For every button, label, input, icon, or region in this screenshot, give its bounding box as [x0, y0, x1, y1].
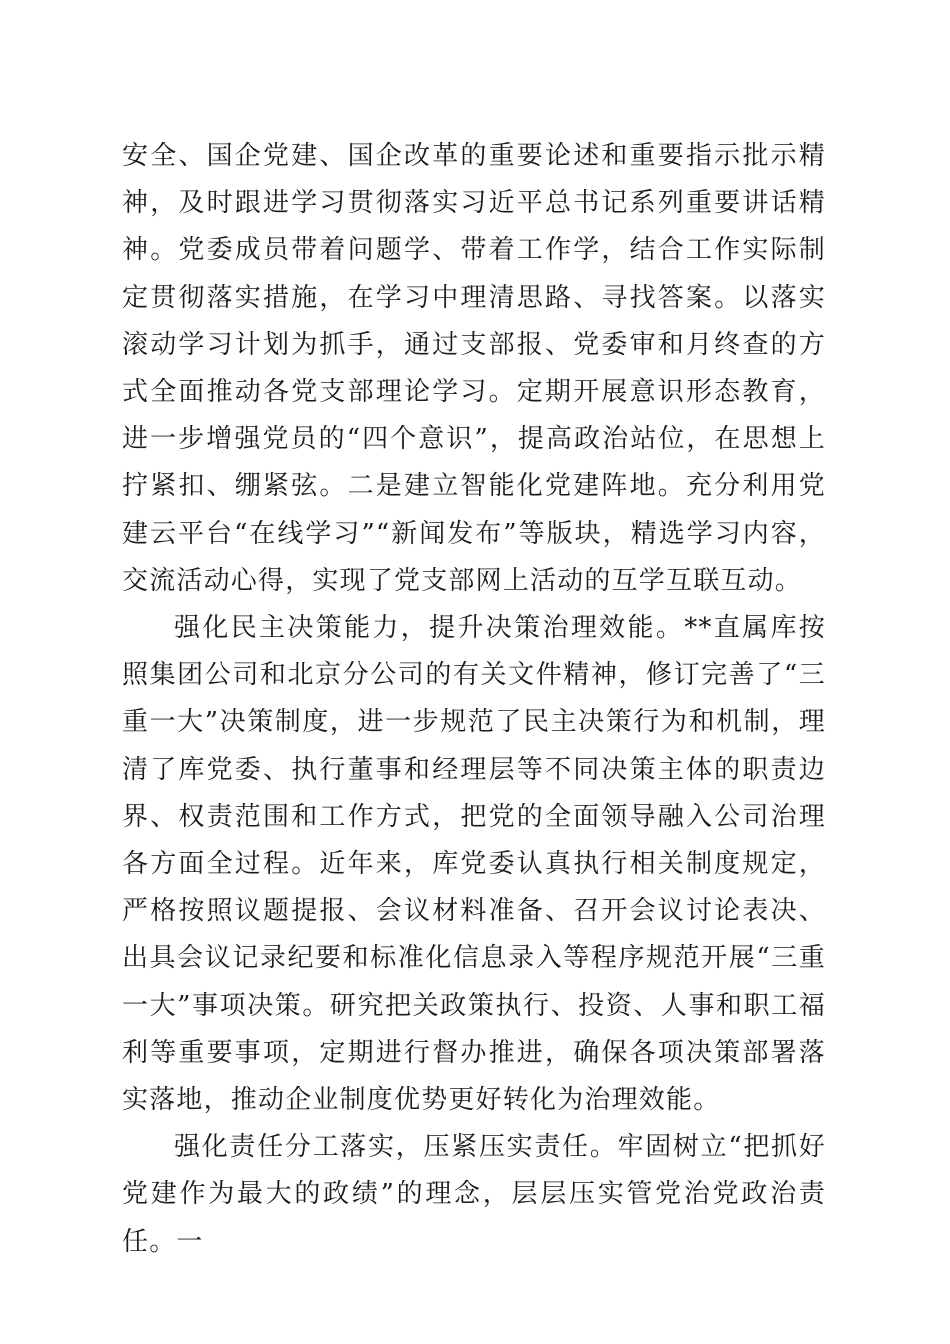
paragraph-responsibility: 强化责任分工落实，压紧压实责任。牢固树立“把抓好党建作为最大的政绩”的理念，层层压实管党治党政治责任。一	[122, 1132, 826, 1257]
document-body	[122, 133, 826, 1266]
paragraph-study-continuation: 安全、国企党建、国企改革的重要论述和重要指示批示精神，及时跟进学习贯彻落实习近平总书记系列重要讲话精神。党委成员带着问题学、带着工作学，结合工作实际制定贯彻落实措施，在学习中理清思路、寻找答案。以落实滚动学习计划为抓手，通过支部报、党委审和月终查的方式全面推动各党支部理论学习。定期开展意识形态教育，进一步增强党员的“四个意识”，提高政治站位，在思想上拧紧扣、绷紧弦。二是建立智能化党建阵地。充分利用党建云平台“在线学习”“新闻发布”等版块，精选学习内容，交流活动心得，实现了党支部网上活动的互学互联互动。	[122, 141, 826, 596]
paragraph-democratic-decision: 强化民主决策能力，提升决策治理效能。**直属库按照集团公司和北京分公司的有关文件精神，修订完善了“三重一大”决策制度，进一步规范了民主决策行为和机制，理清了库党委、执行董事和经理层等不同决策主体的职责边界、权责范围和工作方式，把党的全面领导融入公司治理各方面全过程。近年来，库党委认真执行相关制度规定，严格按照议题提报、会议材料准备、召开会议讨论表决、出具会议记录纪要和标准化信息录入等程序规范开展“三重一大”事项决策。研究把关政策执行、投资、人事和职工福利等重要事项，定期进行督办推进，确保各项决策部署落实落地，推动企业制度优势更好转化为治理效能。	[122, 613, 826, 1116]
